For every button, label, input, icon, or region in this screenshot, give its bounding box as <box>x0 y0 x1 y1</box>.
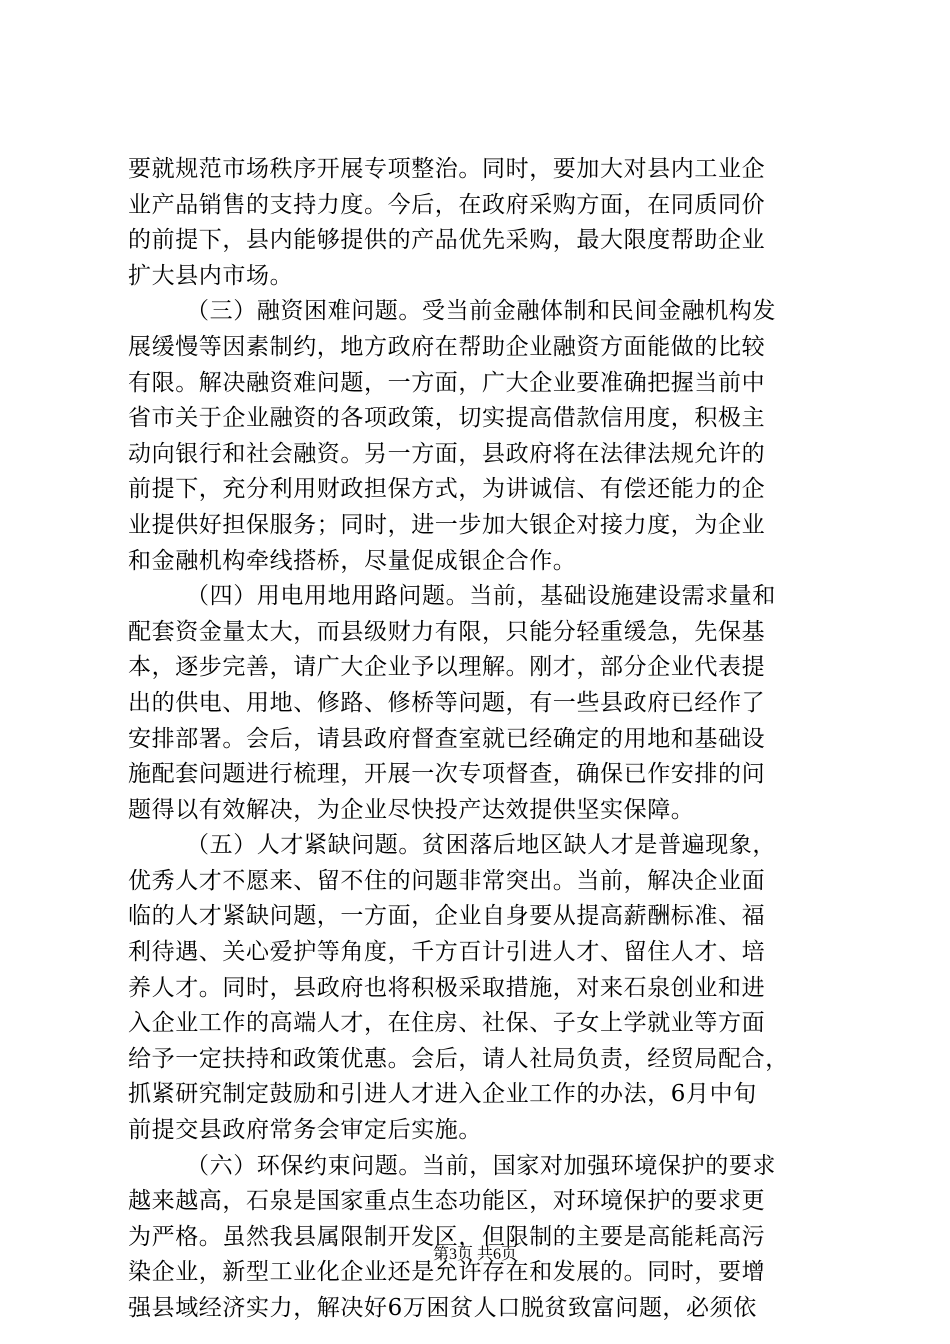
text-line: 扩大县内市场。 <box>128 262 294 289</box>
text-line: 前提交县政府常务会审定后实施。 <box>128 1117 482 1144</box>
text-line: 越来越高，石泉是国家重点生态功能区，对环境保护的要求更 <box>128 1188 766 1215</box>
text-line: 给予一定扶持和政策优惠。会后，请人社局负责，经贸局配合， <box>128 1045 789 1072</box>
text-line: 业提供好担保服务；同时，进一步加大银企对接力度，为企业 <box>128 511 766 538</box>
text-line: 配套资金量太大，而县级财力有限，只能分轻重缓急，先保基 <box>128 618 766 645</box>
page-footer <box>0 1241 950 1264</box>
text-line: 染企业，新型工业化企业还是允许存在和发展的。同时，要增 <box>128 1259 766 1286</box>
text-line: 的前提下，县内能够提供的产品优先采购，最大限度帮助企业 <box>128 227 766 254</box>
text-line: 养人才。同时，县政府也将积极采取措施，对来石泉创业和进 <box>128 974 766 1001</box>
text-line: 施配套问题进行梳理，开展一次专项督查，确保已作安排的问 <box>128 761 766 788</box>
section-heading-line: （三）融资困难问题。受当前金融体制和民间金融机构发 <box>186 298 776 325</box>
section-heading-line: （四）用电用地用路问题。当前，基础设施建设需求量和 <box>186 583 776 610</box>
page-number: 第3页 共6页 <box>432 1246 517 1263</box>
text-line: 抓紧研究制定鼓励和引进人才进入企业工作的办法，6月中旬 <box>128 1081 757 1108</box>
section-heading-line: （五）人才紧缺问题。贫困落后地区缺人才是普遍现象， <box>186 832 776 859</box>
text-line: 前提下，充分利用财政担保方式，为讲诚信、有偿还能力的企 <box>128 476 766 503</box>
body-text <box>128 152 838 1327</box>
text-line: 省市关于企业融资的各项政策，切实提高借款信用度，积极主 <box>128 405 766 432</box>
text-line: 本，逐步完善，请广大企业予以理解。刚才，部分企业代表提 <box>128 654 766 681</box>
text-line: 安排部署。会后，请县政府督查室就已经确定的用地和基础设 <box>128 725 766 752</box>
text-line: 和金融机构牵线搭桥，尽量促成银企合作。 <box>128 547 577 574</box>
text-line: 有限。解决融资难问题，一方面，广大企业要准确把握当前中 <box>128 369 766 396</box>
text-line: 动向银行和社会融资。另一方面，县政府将在法律法规允许的 <box>128 440 766 467</box>
text-line: 题得以有效解决，为企业尽快投产达效提供坚实保障。 <box>128 796 695 823</box>
text-line: 入企业工作的高端人才，在住房、社保、子女上学就业等方面 <box>128 1010 766 1037</box>
text-line: 利待遇、关心爱护等角度，千方百计引进人才、留住人才、培 <box>128 939 766 966</box>
text-line: 出的供电、用地、修路、修桥等问题，有一些县政府已经作了 <box>128 689 766 716</box>
text-line: 临的人才紧缺问题，一方面，企业自身要从提高薪酬标准、福 <box>128 903 766 930</box>
section-heading-line: （六）环保约束问题。当前，国家对加强环境保护的要求 <box>186 1152 776 1179</box>
text-line: 业产品销售的支持力度。今后，在政府采购方面，在同质同价 <box>128 191 766 218</box>
text-line: 展缓慢等因素制约，地方政府在帮助企业融资方面能做的比较 <box>128 333 766 360</box>
text-line: 优秀人才不愿来、留不住的问题非常突出。当前，解决企业面 <box>128 867 766 894</box>
text-line: 为严格。虽然我县属限制开发区，但限制的主要是高能耗高污 <box>128 1223 766 1250</box>
text-line: 要就规范市场秩序开展专项整治。同时，要加大对县内工业企 <box>128 156 766 182</box>
text-line: 强县域经济实力，解决好6万困贫人口脱贫致富问题，必须依 <box>128 1295 757 1321</box>
